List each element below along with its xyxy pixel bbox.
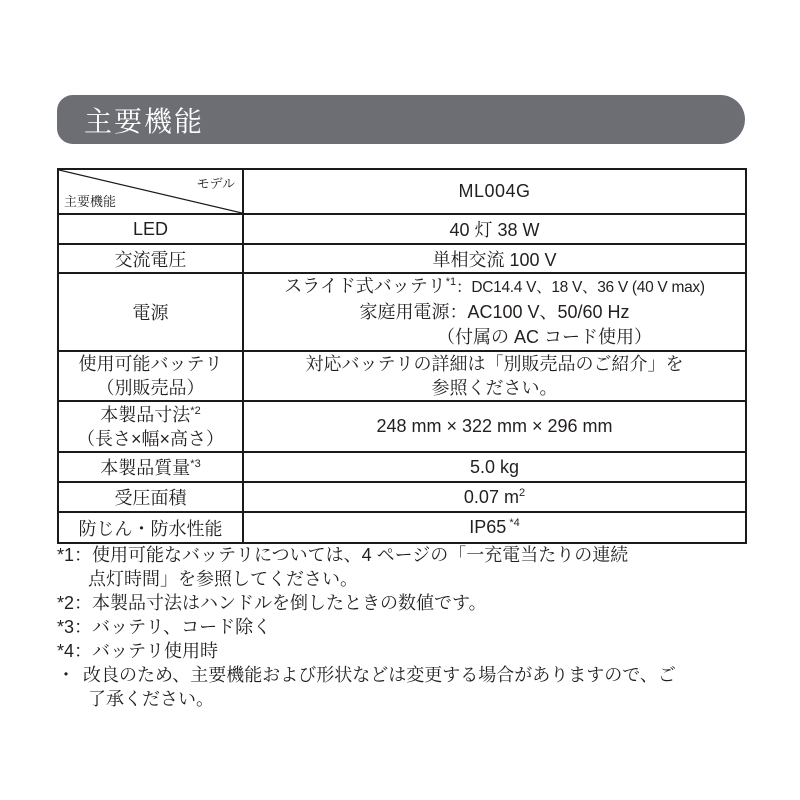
footnote-3-marker: *3： [57, 617, 93, 637]
footnote-1-line1 [57, 543, 757, 567]
note-disclaimer-line1 [57, 663, 757, 687]
ac-voltage-label-cell: 交流電圧 [58, 244, 243, 273]
led-label-cell: LED [58, 214, 243, 244]
footnote-3-line1 [57, 615, 757, 639]
ac-voltage-value-cell: 単相交流 100 V [243, 244, 746, 273]
dust-water-footnote-ref: *4 [509, 517, 520, 529]
footnote-2-marker: *2： [57, 593, 93, 613]
footnotes-block [57, 543, 757, 711]
footnote-4-line1 [57, 639, 757, 663]
pressure-area-value-text: 0.07 m [463, 486, 519, 507]
usable-battery-label-line2: （別販売品） [96, 378, 205, 398]
footnote-2 [57, 591, 757, 615]
power-battery-text: スライド式バッテリ [284, 276, 446, 296]
bullet-icon: ・ [57, 665, 75, 685]
dimensions-label-cell [58, 401, 243, 452]
footnote-4-marker: *4： [57, 641, 93, 661]
table-row-power [58, 273, 746, 351]
table-row-header [58, 169, 746, 214]
diagonal-header-cell [58, 169, 243, 214]
usable-battery-value-line1: 対応バッテリの詳細は「別販売品のご紹介」を [305, 354, 684, 374]
dimensions-label-line1 [59, 403, 242, 427]
pressure-area-value-cell [243, 482, 746, 512]
weight-value-cell: 5.0 kg [243, 452, 746, 482]
power-footnote-ref: *1 [445, 276, 457, 288]
weight-label-text: 本製品質量 [100, 458, 191, 478]
dimensions-label-text: 本製品寸法 [100, 404, 191, 425]
power-label-cell: 電源 [58, 273, 243, 351]
weight-footnote-ref: *3 [190, 458, 201, 470]
dust-water-label-cell: 防じん・防水性能 [58, 512, 243, 543]
power-value-cell [243, 273, 746, 351]
spec-table [57, 168, 747, 544]
section-title: 主要機能 [84, 105, 205, 137]
table-row-pressure-area [58, 482, 746, 512]
note-disclaimer-line2: 了承ください。 [88, 689, 214, 709]
table-row-weight [58, 452, 746, 482]
dimensions-footnote-ref: *2 [190, 404, 201, 417]
footnote-1-line2: 点灯時間」を参照してください。 [88, 569, 358, 589]
table-row-usable-battery [58, 351, 746, 401]
pressure-area-superscript: 2 [518, 486, 526, 499]
table-row-ac-voltage [58, 244, 746, 273]
footnote-1-text: 使用可能なバッテリについては、4 ページの「一充電当たりの連続 [92, 545, 629, 565]
table-row-dimensions [58, 401, 746, 452]
corner-label-main-features: 主要機能 [64, 194, 117, 209]
table-row-dust-water [58, 512, 746, 543]
power-value-line2: 家庭用電源：AC100 V、50/60 Hz [359, 302, 630, 322]
section-banner [57, 95, 745, 144]
note-disclaimer [57, 663, 757, 711]
led-value-cell: 40 灯 38 W [243, 214, 746, 244]
footnote-2-text: 本製品寸法はハンドルを倒したときの数値です。 [92, 593, 487, 613]
footnote-1 [57, 543, 757, 591]
usable-battery-value-cell [243, 351, 746, 401]
dust-water-value-text: IP65 [469, 517, 507, 537]
corner-label-model: モデル [196, 176, 235, 191]
pressure-area-label-cell: 受圧面積 [58, 482, 243, 512]
footnote-3-text: バッテリ、コード除く [92, 617, 272, 637]
footnote-3 [57, 615, 757, 639]
dust-water-value-cell [243, 512, 746, 543]
dimensions-value-cell: 248 mm × 322 mm × 296 mm [243, 401, 746, 452]
usable-battery-label-line1: 使用可能バッテリ [78, 354, 223, 374]
footnote-4 [57, 639, 757, 663]
weight-label-cell [58, 452, 243, 482]
model-value-cell: ML004G [243, 169, 746, 214]
power-value-line1 [244, 274, 745, 300]
table-row-led [58, 214, 746, 244]
power-dc-values: ：DC14.4 V、18 V、36 V (40 V max) [456, 279, 705, 296]
note-disclaimer-text: 改良のため、主要機能および形状などは変更する場合がありますので、ご [83, 665, 676, 685]
dimensions-label-line2: （長さ×幅×高さ） [76, 428, 225, 449]
footnote-1-marker: *1： [57, 545, 93, 565]
usable-battery-value-line2: 参照ください。 [431, 378, 558, 398]
usable-battery-label-cell [58, 351, 243, 401]
footnote-2-line1 [57, 591, 757, 615]
footnote-4-text: バッテリ使用時 [92, 641, 219, 661]
power-value-line3: （付属の AC コード使用） [436, 327, 652, 347]
